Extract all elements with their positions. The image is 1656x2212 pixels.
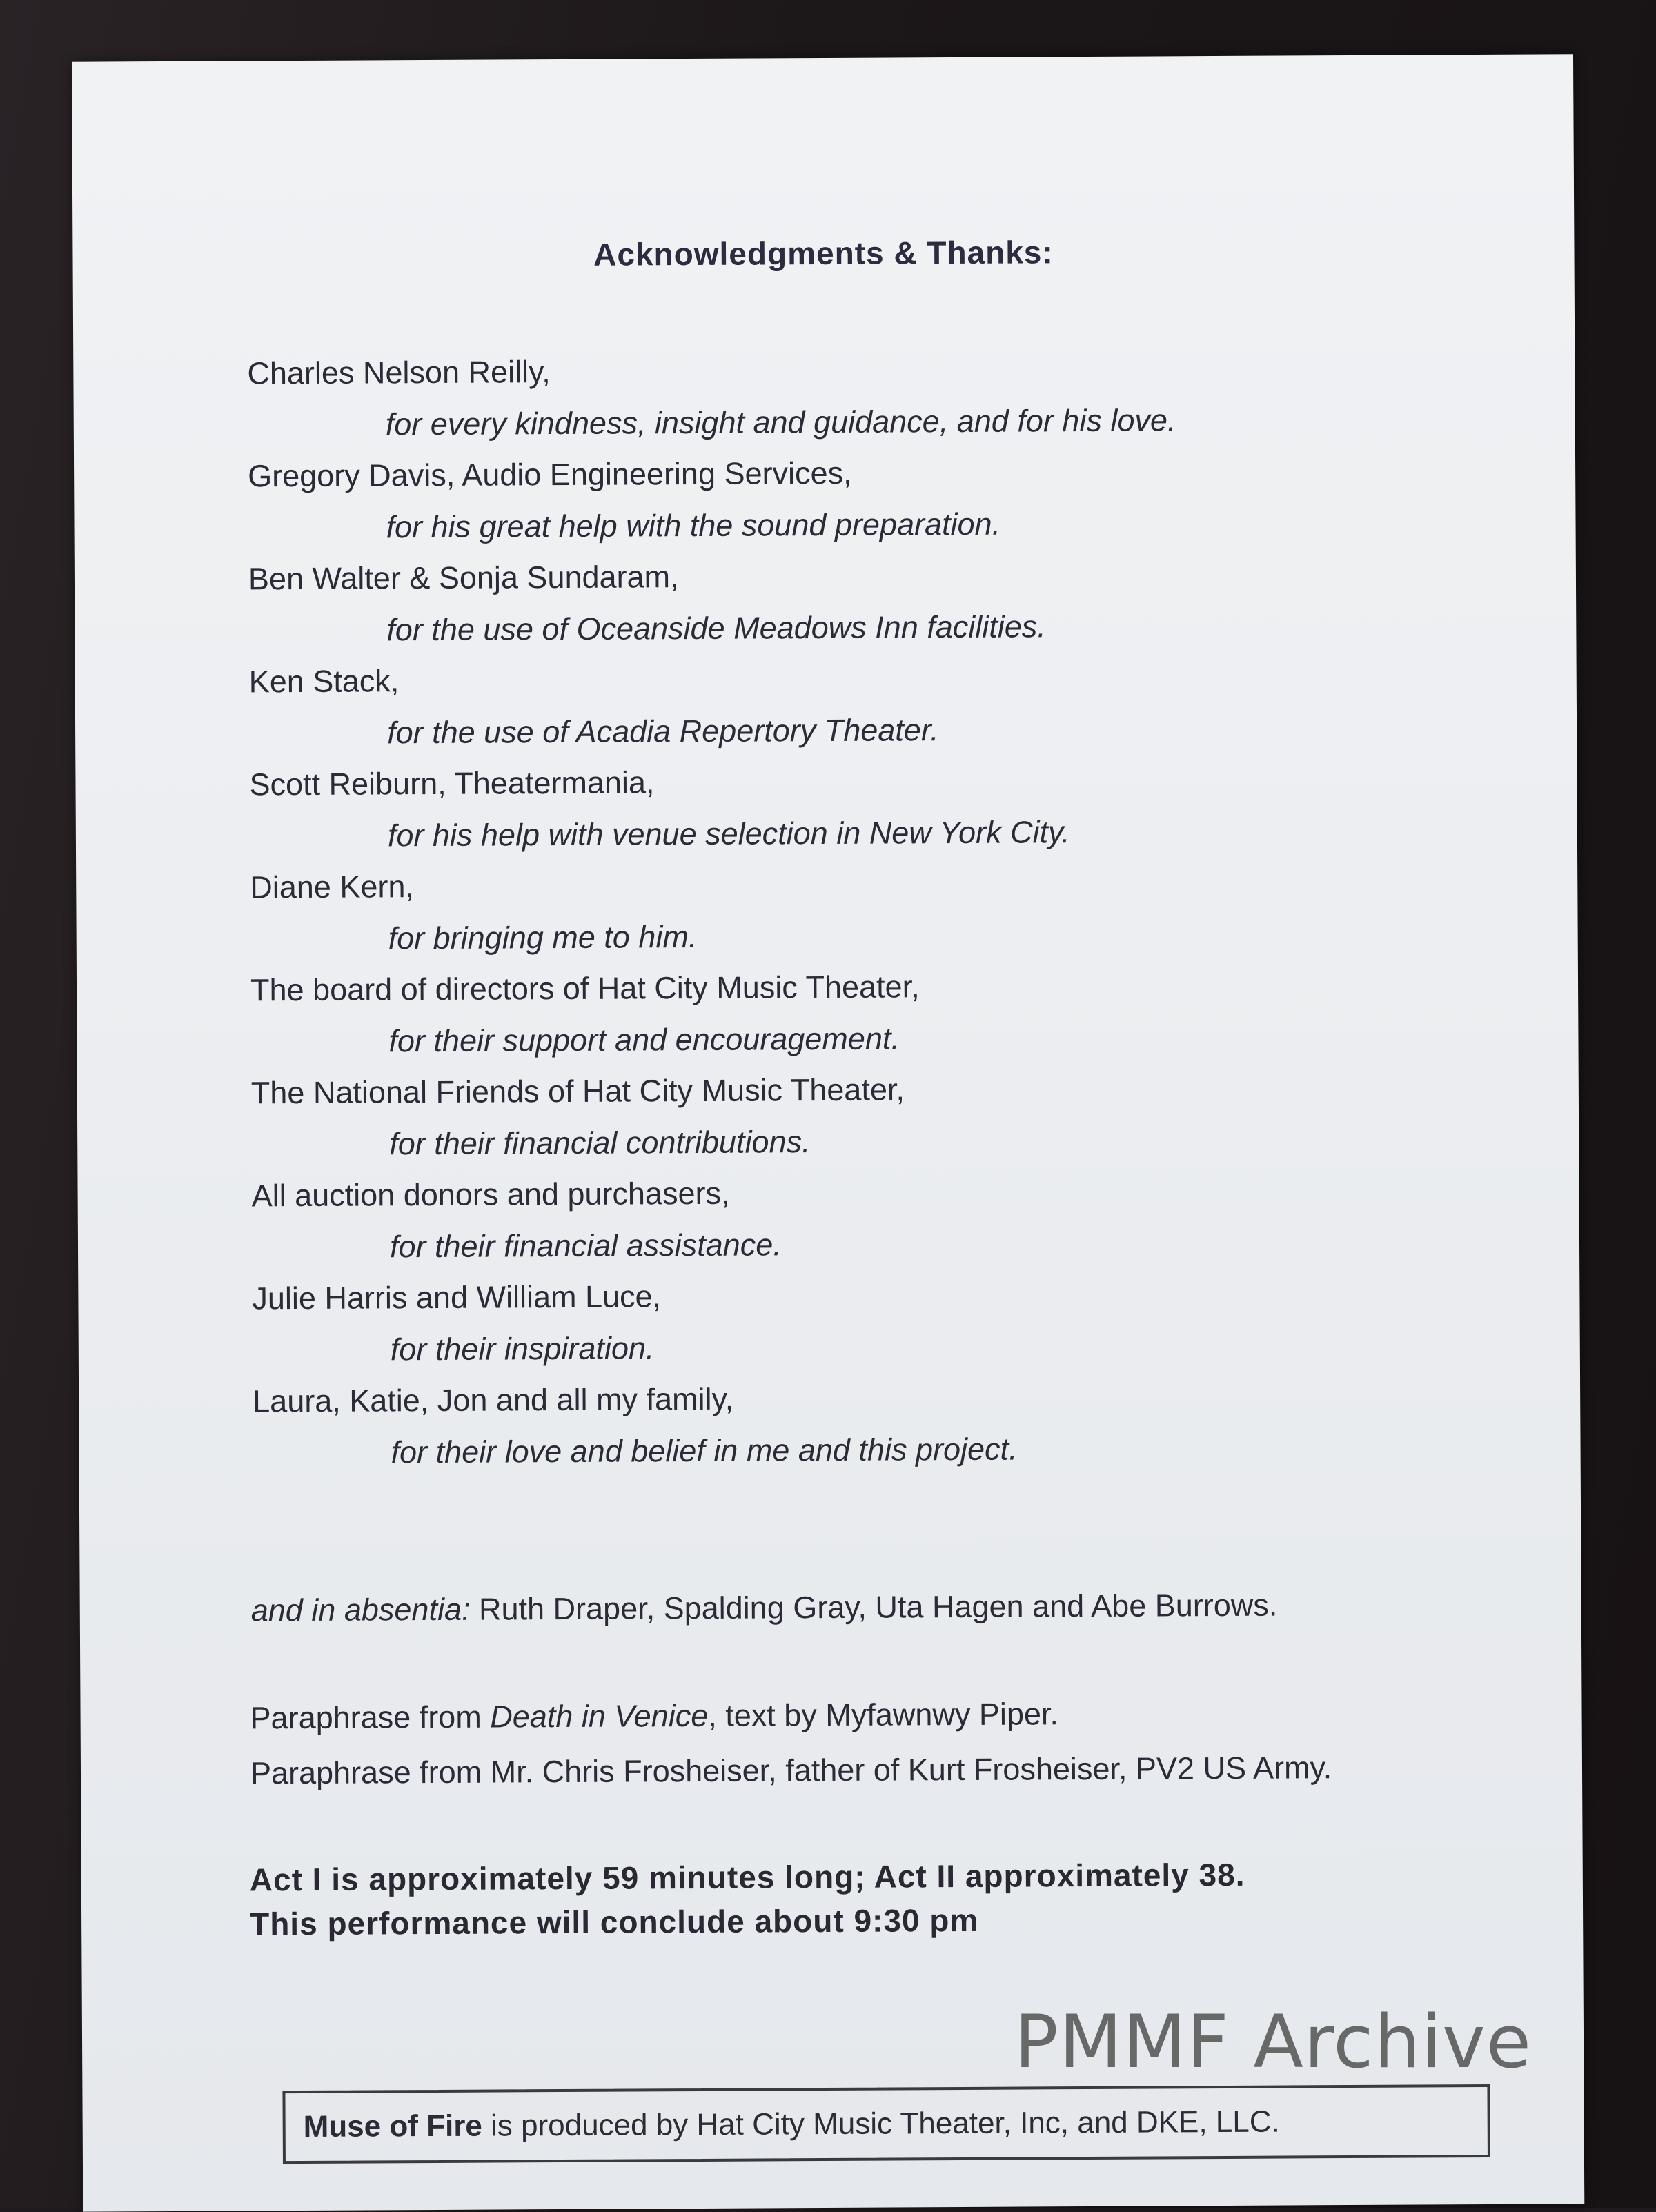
- ack-name: The National Friends of Hat City Music Theater,: [250, 1072, 905, 1111]
- ack-name: Charles Nelson Reilly,: [247, 354, 551, 391]
- ack-entry: [251, 1060, 1563, 1170]
- ack-name: Laura, Katie, Jon and all my family,: [253, 1381, 734, 1419]
- ack-entry: [250, 958, 1562, 1067]
- ack-name: The board of directors of Hat City Music Theater,: [250, 969, 920, 1008]
- ack-name: Diane Kern,: [250, 869, 415, 905]
- paraphrase-1-work-title: Death in Venice: [490, 1697, 709, 1735]
- ack-name: Ben Walter & Sonja Sundaram,: [248, 559, 679, 597]
- acknowledgments-list: [247, 341, 1564, 1479]
- running-time-note: [250, 1853, 1245, 1946]
- ack-reason: for bringing me to him.: [388, 918, 698, 956]
- paraphrase-credit-1: [250, 1696, 1058, 1736]
- ack-entry: [248, 444, 1559, 553]
- producer-credit-box: [282, 2084, 1490, 2164]
- ack-entry: [248, 546, 1560, 656]
- ack-reason: for their love and belief in me and this project.: [391, 1431, 1018, 1470]
- ack-name: Ken Stack,: [248, 663, 400, 700]
- in-absentia-lead: and in absentia:: [250, 1591, 471, 1628]
- archive-watermark: PMMF Archive: [1014, 1999, 1532, 2084]
- ack-reason: for their inspiration.: [390, 1330, 655, 1367]
- ack-entry: [249, 752, 1561, 862]
- ack-entry: [250, 855, 1561, 965]
- ack-reason: for their financial contributions.: [389, 1124, 811, 1162]
- ack-reason: for the use of Oceanside Meadows Inn facilities.: [386, 609, 1046, 648]
- paraphrase-credit-2: Paraphrase from Mr. Chris Frosheiser, father of Kurt Frosheiser, PV2 US Army.: [250, 1750, 1332, 1791]
- ack-reason: for the use of Acadia Repertory Theater.: [386, 712, 939, 751]
- paraphrase-1-suffix: , text by Myfawnwy Piper.: [708, 1696, 1059, 1733]
- ack-name: All auction donors and purchasers,: [251, 1175, 730, 1214]
- running-time-line-2: This performance will conclude about 9:30 pm: [250, 1902, 979, 1942]
- show-title: Muse of Fire: [303, 2109, 482, 2144]
- ack-reason: for his great help with the sound preparation.: [386, 506, 1001, 545]
- page-title: Acknowledgments & Thanks:: [593, 234, 1054, 273]
- in-absentia-line: [251, 1588, 1278, 1629]
- producer-credit-text: is produced by Hat City Music Theater, Inc, and DKE, LLC.: [482, 2104, 1280, 2143]
- ack-reason: for his help with venue selection in New York City.: [387, 814, 1070, 853]
- ack-name: Scott Reiburn, Theatermania,: [249, 764, 655, 802]
- ack-name: Gregory Davis, Audio Engineering Services,: [248, 455, 852, 494]
- ack-entry: [247, 341, 1559, 451]
- in-absentia-names: Ruth Draper, Spalding Gray, Uta Hagen and Abe Burrows.: [470, 1587, 1278, 1627]
- ack-reason: for their support and encouragement.: [388, 1020, 900, 1059]
- ack-reason: for their financial assistance.: [389, 1227, 782, 1265]
- ack-entry: [251, 1163, 1563, 1273]
- ack-reason: for every kindness, insight and guidance, and for his love.: [385, 402, 1176, 442]
- program-page: [72, 54, 1584, 2211]
- ack-name: Julie Harris and William Luce,: [252, 1278, 662, 1316]
- paraphrase-1-prefix: Paraphrase from: [250, 1699, 491, 1736]
- running-time-line-1: Act I is approximately 59 minutes long; Act II approximately 38.: [249, 1856, 1245, 1898]
- ack-entry: [249, 649, 1561, 759]
- ack-entry: [252, 1266, 1564, 1376]
- ack-entry: [253, 1369, 1564, 1479]
